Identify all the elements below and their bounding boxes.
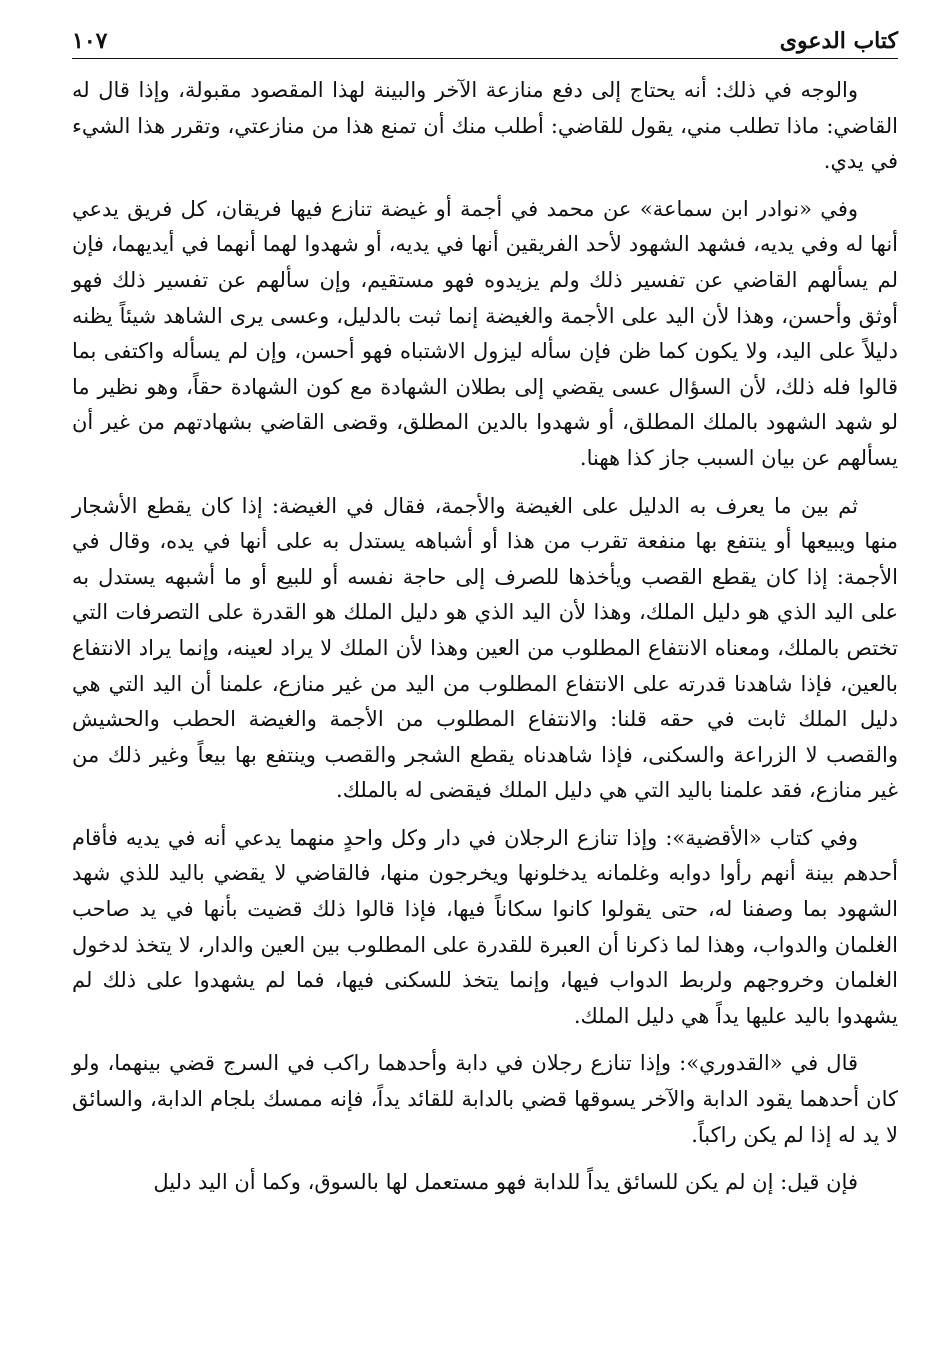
paragraph-2: وفي «نوادر ابن سماعة» عن محمد في أجمة أو غيضة تنازع فيها فريقان، كل فريق يدعي أنها له وفي يديه، فشهد الشهود لأحد الفريقين أنها في يديه، أو شهدوا لهما أنهما في أيديهما، فإن لم يسألهم القاضي عن تفسير ذلك ولم يزيدوه فهو مستقيم، وإن سألهم عن تفسير ذلك فهو أوثق وأحسن، وهذا لأن اليد على الأجمة والغيضة إنما ثبت بالدليل، وعسى يرى الشاهد شيئاً يظنه دليلاً على اليد، ولا يكون كما ظن فإن سأله ليزول الاشتباه فهو أحسن، وإن لم يسأله واكتفى بما قالوا فله ذلك، لأن السؤال عسى يقضي إلى بطلان الشهادة مع كون الشهادة حقاً، وهو نظير ما لو شهد الشهود بالملك المطلق، أو شهدوا بالدين المطلق، وقضى القاضي بشهادتهم من غير أن يسألهم عن بيان السبب جاز كذا ههنا.	[72, 196, 898, 470]
paragraph-5: قال في «القدوري»: وإذا تنازع رجلان في دابة وأحدهما راكب في السرج قضي بينهما، ولو كان أحدهما يقود الدابة والآخر يسوقها قضي بالدابة للقائد يداً، فإنه ممسك بلجام الدابة، والسائق لا يد له إذا لم يكن راكباً.	[72, 1051, 898, 1147]
paragraph-4: وفي كتاب «الأقضية»: وإذا تنازع الرجلان في دار وكل واحدٍ منهما يدعي أنه في يديه فأقام أحدهم بينة أنهم رأوا دوابه وغلمانه يدخلونها ويخرجون منها، فالقاضي لا يقضي باليد للذي شهد الشهود بما وصفنا له، حتى يقولوا كانوا سكاناً فيها، فإذا قالوا ذلك قضيت بأنها في يد صاحب الغلمان والدواب، وهذا لما ذكرنا أن العبرة للقدرة على المطلوب بين العين والدار، لا يتخذ لدخول الغلمان وخروجهم ولربط الدواب فيها، وإنما يتخذ للسكنى فيها، فما لم يشهدوا على ذلك لم يشهدوا باليد عليها يداً هي دليل الملك.	[72, 825, 898, 1028]
paragraph-3: ثم بين ما يعرف به الدليل على الغيضة والأجمة، فقال في الغيضة: إذا كان يقطع الأشجار منها ويبيعها أو ينتفع بها منفعة تقرب من هذا أو أشباهه يستدل به على أنها في يده، وقال في الأجمة: إذا كان يقطع القصب ويأخذها للصرف إلى حاجة نفسه أو للبيع أو ما أشبهه يستدل به على اليد الذي هو دليل الملك، وهذا لأن اليد الذي هو دليل الملك هو القدرة على التصرفات التي تختص بالملك، ومعناه الانتفاع المطلوب من العين وهذا لأن الملك لا يراد لعينه، وإنما يراد الانتفاع بالعين، فإذا شاهدنا قدرته على الانتفاع المطلوب من اليد من غير منازع، علمنا أن اليد التي هي دليل الملك ثابت في حقه قلنا: والانتفاع المطلوب من الأجمة والغيضة الحطب والحشيش والقصب لا الزراعة والسكنى، فإذا شاهدناه يقطع الشجر والقصب وينتفع بها بيعاً وغير ذلك من غير منازع، فقد علمنا باليد التي هي دليل الملك فيقضى له بالملك.	[72, 493, 898, 803]
book-page	[72, 22, 898, 1352]
page-body	[72, 73, 898, 1201]
page-header	[72, 22, 898, 59]
chapter-title: كتاب الدعوى	[779, 28, 898, 54]
page-number: ١٠٧	[72, 28, 108, 54]
paragraph-6: فإن قيل: إن لم يكن للسائق يداً للدابة فهو مستعمل لها بالسوق، وكما أن اليد دليل	[153, 1170, 858, 1195]
paragraph-1: والوجه في ذلك: أنه يحتاج إلى دفع منازعة الآخر والبينة لهذا المقصود مقبولة، وإذا قال له القاضي: ماذا تطلب مني، يقول للقاضي: أطلب منك أن تمنع هذا من منازعتي، وتقرر هذا الشيء في يدي.	[72, 78, 898, 174]
